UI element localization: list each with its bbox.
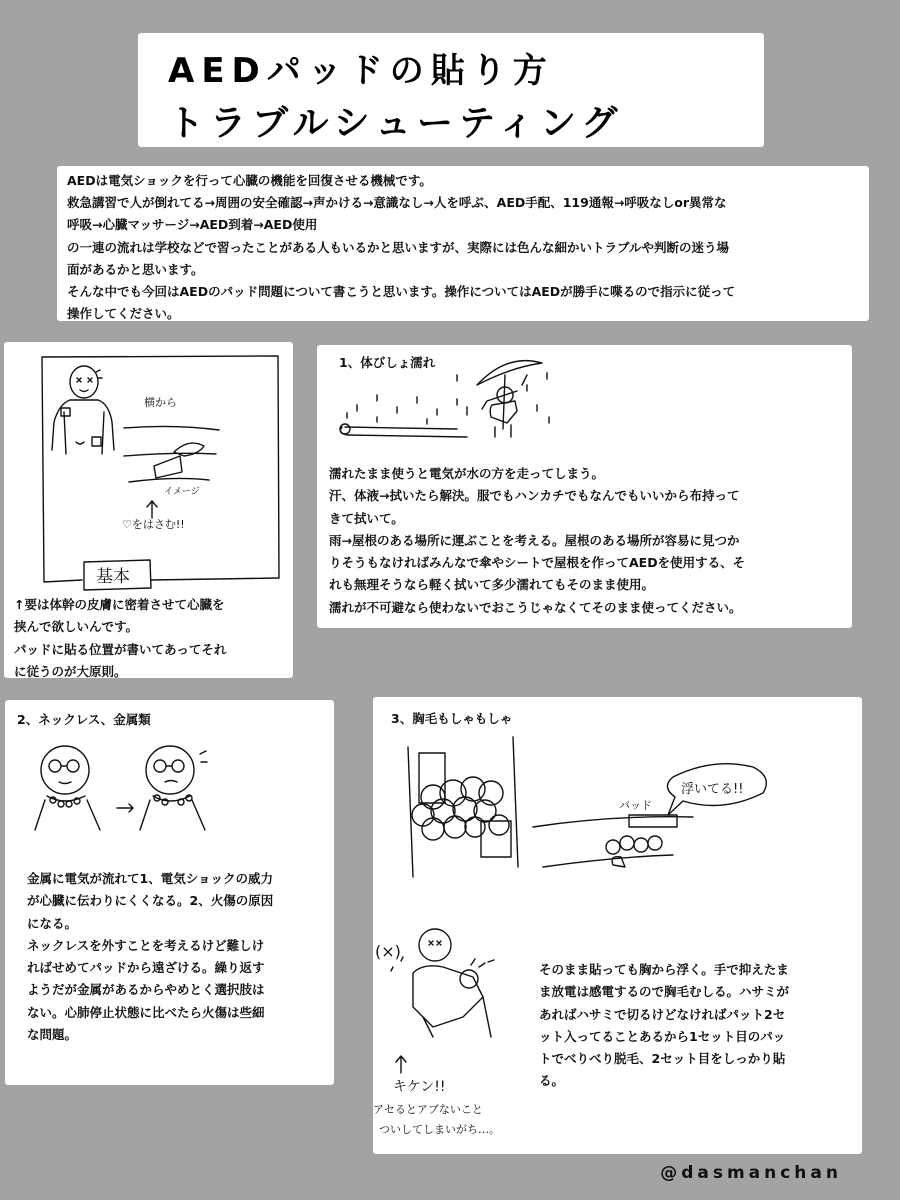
text-line: 濡れが不可避なら使わないでおこうじゃなくてそのまま使ってください。 — [329, 599, 742, 615]
basics-panel — [4, 342, 293, 678]
floating-label: 浮いてる!! — [681, 782, 744, 797]
author-handle: @dasmanchan — [660, 1163, 842, 1183]
sketch-note-2: ついしてしまいがち…。 — [379, 1123, 500, 1136]
necklace-text — [27, 868, 273, 1046]
intro-line: 面があるかと思います。 — [67, 261, 204, 277]
text-line: に従うのが大原則。 — [14, 663, 127, 679]
text-line: ればせめてパッドから遠ざける。繰り返す — [27, 960, 265, 976]
title-line-1: AEDパッドの貼り方 — [168, 51, 554, 91]
text-line: な問題。 — [27, 1027, 78, 1043]
text-line: そのまま貼っても胸から浮く。手で抑えたま — [539, 962, 789, 977]
basics-label: 基本 — [96, 567, 130, 587]
intro-line: AEDは電気ショックを行って心臓の機能を回復させる機械です。 — [67, 173, 432, 188]
text-line: が心臓に伝わりにくくなる。2、火傷の原因 — [27, 893, 274, 909]
danger-label: キケン!! — [393, 1079, 446, 1095]
sketch-note-1: アセるとアブないこと — [373, 1103, 483, 1116]
text-line: ま放電は感電するので胸毛むしる。ハサミが — [539, 984, 790, 1000]
text-line: ット入ってることあるから1セット目のパッ — [539, 1028, 786, 1044]
necklace-panel — [5, 700, 334, 1085]
title-panel — [138, 33, 764, 147]
text-line: 挟んで欲しいんです。 — [14, 619, 139, 635]
ng-mark: (×) — [375, 942, 401, 961]
side-view-label: 横から — [144, 396, 177, 409]
wet-text — [329, 463, 745, 619]
text-line: 汗、体液→拭いたら解決。服でもハンカチでもなんでもいいから布持って — [329, 488, 740, 504]
intro-line: の一連の流れは学校などで習ったことがある人もいるかと思いますが、実際には色んな細かいトラブルや判断の迷う場 — [67, 239, 730, 255]
text-line: ↑要は体幹の皮膚に密着させて心臓を — [14, 597, 225, 612]
intro-line: そんな中でも今回はAEDのパッド問題について書こうと思います。操作についてはAEDが勝手に喋るので指示に従って — [67, 284, 736, 300]
text-line: トでべりべり脱毛、2セット目をしっかり貼 — [539, 1051, 786, 1067]
text-line: ない。心肺停止状態に比べたら火傷は些細 — [27, 1004, 265, 1020]
image-label: イメージ — [164, 487, 200, 497]
necklace-heading: 2、ネックレス、金属類 — [17, 712, 151, 727]
text-line: きて拭いて。 — [329, 510, 404, 526]
pad-label: パッド — [619, 799, 652, 812]
necklace-sketch — [5, 700, 334, 850]
text-line: 濡れたまま使うと電気が水の方を走ってしまう。 — [329, 466, 605, 481]
text-line: になる。 — [27, 915, 78, 931]
text-line: 雨→屋根のある場所に運ぶことを考える。屋根のある場所が容易に見つか — [329, 532, 740, 548]
text-line: れも無理そうなら軽く拭いて多少濡れてもそのまま使用。 — [329, 577, 655, 593]
chest-text — [539, 959, 789, 1093]
heart-label: ♡をはさむ!! — [122, 518, 185, 531]
text-line: りそうもなければみんなで傘やシートで屋根を作ってAEDを使用する、そ — [329, 555, 746, 571]
rain-sketch — [317, 345, 852, 455]
text-line: る。 — [539, 1073, 565, 1089]
chest-hair-panel — [373, 697, 862, 1154]
intro-line: 操作してください。 — [67, 306, 180, 322]
text-line: 金属に電気が流れて1、電気ショックの威力 — [27, 871, 273, 886]
basics-sketch — [4, 342, 293, 592]
wet-body-panel — [317, 345, 852, 628]
intro-line: 救急講習で人が倒れてる→周囲の安全確認→声かける→意識なし→人を呼ぶ、AED手配、119通報→呼吸なしor異常な — [67, 195, 727, 211]
text-line: ネックレスを外すことを考えるけど難しけ — [27, 937, 265, 953]
text-line: パッドに貼る位置が書いてあってそれ — [14, 641, 227, 657]
wet-heading: 1、体びしょ濡れ — [339, 355, 436, 370]
text-line: ようだが金属があるからやめとく選択肢は — [27, 982, 265, 998]
text-line: あればハサミで切るけどなければパット2セ — [539, 1006, 786, 1022]
basics-text — [14, 594, 226, 683]
chest-heading: 3、胸毛もしゃもしゃ — [391, 711, 513, 726]
intro-line: 呼吸→心臓マッサージ→AED到着→AED使用 — [67, 217, 318, 233]
title-line-2: トラブルシューティング — [168, 103, 624, 144]
intro-panel — [57, 166, 869, 321]
